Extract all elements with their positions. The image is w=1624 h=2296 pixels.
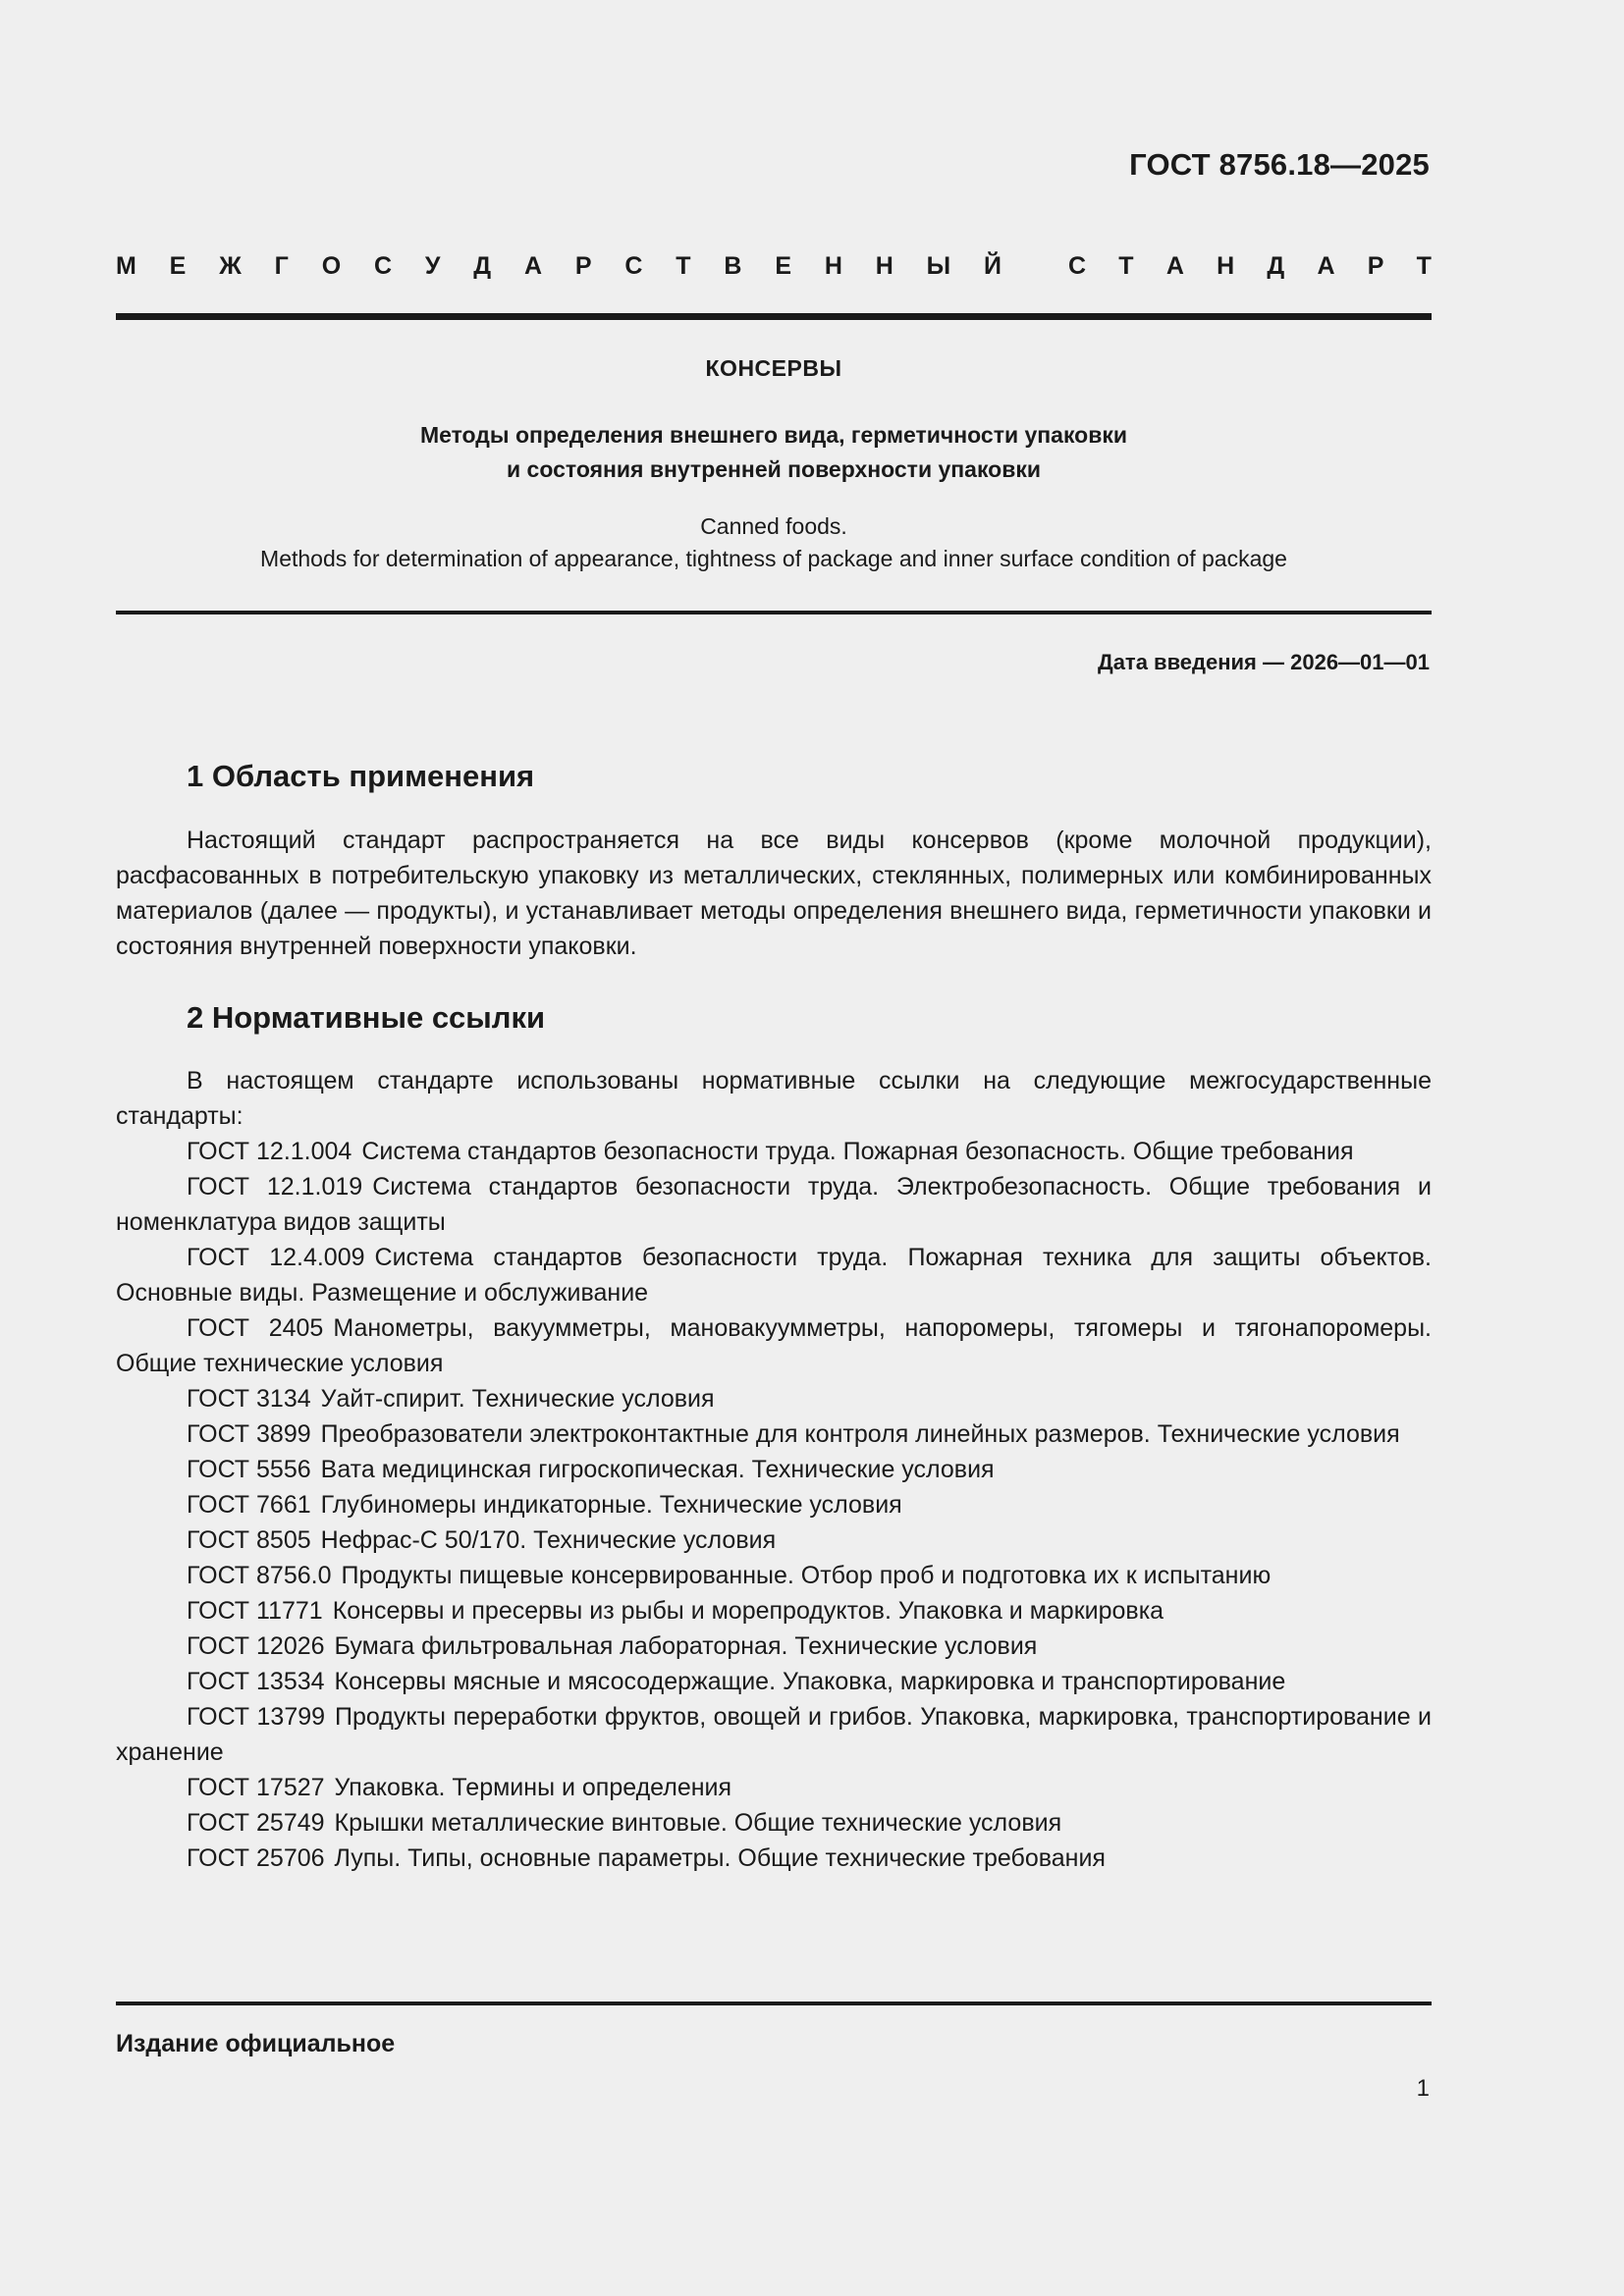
subtitle-line: Методы определения внешнего вида, герметичности упаковки — [419, 422, 1128, 448]
reference-title: Нефрас-С 50/170. Технические условия — [320, 1526, 777, 1554]
document-number: ГОСТ 8756.18—2025 — [1129, 147, 1430, 182]
reference-title: Лупы. Типы, основные параметры. Общие технические требования — [334, 1844, 1106, 1872]
reference-title: Упаковка. Термины и определения — [334, 1774, 732, 1801]
document-title: КОНСЕРВЫ — [705, 355, 842, 381]
reference-item — [116, 1310, 1432, 1381]
reference-item — [116, 1381, 1432, 1416]
english-title — [116, 510, 1432, 575]
reference-item — [116, 1416, 1432, 1452]
reference-item — [116, 1770, 1432, 1805]
reference-title: Система стандартов безопасности труда. Пожарная техника для защиты объектов. Основные виды. Размещение и обслуживание — [116, 1244, 1432, 1307]
reference-code: ГОСТ 13534 — [187, 1668, 325, 1695]
reference-title: Система стандартов безопасности труда. Электробезопасность. Общие требования и номенклатура видов защиты — [116, 1173, 1432, 1236]
standard-type-word-2: С Т А Н Д А Р Т — [1068, 252, 1432, 280]
reference-title: Система стандартов безопасности труда. Пожарная безопасность. Общие требования — [361, 1138, 1354, 1165]
reference-item — [116, 1558, 1432, 1593]
reference-item — [116, 1629, 1432, 1664]
standard-type-label — [116, 252, 1432, 281]
reference-code: ГОСТ 8505 — [187, 1526, 311, 1554]
section-heading-references: 2 Нормативные ссылки — [187, 1000, 546, 1035]
reference-item — [116, 1841, 1432, 1876]
standard-type-word-1: М Е Ж Г О С У Д А Р С Т В Е Н Н Ы Й — [116, 252, 1001, 280]
title-rule — [116, 611, 1432, 614]
document-subtitle — [116, 418, 1432, 487]
reference-code: ГОСТ 13799 — [187, 1703, 326, 1731]
paragraph: Настоящий стандарт распространяется на все виды консервов (кроме молочной продукции), расфасованных в потребительскую упаковку из металлических, стеклянных, полимерных или комбинированных материалов (далее — продукты), и устанавливает методы определения внешнего вида, герметичности упаковки и состояния внутренней поверхности упаковки. — [116, 827, 1432, 960]
reference-item — [116, 1240, 1432, 1310]
reference-code: ГОСТ 7661 — [187, 1491, 311, 1519]
reference-title: Крышки металлические винтовые. Общие технические условия — [334, 1809, 1062, 1837]
references-list — [116, 1063, 1432, 1876]
reference-title: Манометры, вакуумметры, мановакуумметры, напоромеры, тягомеры и тягонапоромеры. Общие технические условия — [116, 1314, 1432, 1377]
edition-label: Издание официальное — [116, 2030, 396, 2057]
english-title-line: Methods for determination of appearance, tightness of package and inner surface condition of package — [260, 546, 1287, 571]
references-intro: В настоящем стандарте использованы нормативные ссылки на следующие межгосударственные стандарты: — [116, 1067, 1432, 1130]
reference-title: Глубиномеры индикаторные. Технические условия — [320, 1491, 902, 1519]
header-rule — [116, 313, 1432, 320]
reference-title: Продукты пищевые консервированные. Отбор проб и подготовка их к испытанию — [341, 1562, 1272, 1589]
reference-code: ГОСТ 17527 — [187, 1774, 325, 1801]
reference-title: Преобразователи электроконтактные для контроля линейных размеров. Технические условия — [320, 1420, 1400, 1448]
reference-code: ГОСТ 2405 — [187, 1314, 324, 1342]
reference-code: ГОСТ 11771 — [187, 1597, 323, 1625]
reference-code: ГОСТ 8756.0 — [187, 1562, 332, 1589]
reference-item — [116, 1169, 1432, 1240]
reference-code: ГОСТ 12.1.004 — [187, 1138, 352, 1165]
reference-item — [116, 1805, 1432, 1841]
introduction-date: Дата введения — 2026—01—01 — [1098, 650, 1430, 674]
reference-title: Бумага фильтровальная лабораторная. Технические условия — [334, 1632, 1038, 1660]
reference-code: ГОСТ 5556 — [187, 1456, 311, 1483]
reference-code: ГОСТ 12.4.009 — [187, 1244, 365, 1271]
reference-item — [116, 1134, 1432, 1169]
page-number: 1 — [1416, 2075, 1430, 2102]
footer-rule — [116, 2002, 1432, 2005]
scope-paragraph — [116, 823, 1432, 964]
reference-title: Консервы мясные и мясосодержащие. Упаковка, маркировка и транспортирование — [334, 1668, 1286, 1695]
reference-code: ГОСТ 3134 — [187, 1385, 311, 1413]
subtitle-line: и состояния внутренней поверхности упаковки — [507, 456, 1041, 482]
reference-item — [116, 1699, 1432, 1770]
reference-title: Консервы и пресервы из рыбы и морепродуктов. Упаковка и маркировка — [332, 1597, 1164, 1625]
reference-code: ГОСТ 12.1.019 — [187, 1173, 363, 1201]
reference-title: Вата медицинская гигроскопическая. Технические условия — [320, 1456, 995, 1483]
reference-item — [116, 1522, 1432, 1558]
reference-item — [116, 1487, 1432, 1522]
reference-title: Продукты переработки фруктов, овощей и грибов. Упаковка, маркировка, транспортирование и хранение — [116, 1703, 1433, 1766]
reference-code: ГОСТ 25706 — [187, 1844, 325, 1872]
reference-item — [116, 1452, 1432, 1487]
section-heading-scope: 1 Область применения — [187, 759, 535, 793]
reference-item — [116, 1664, 1432, 1699]
reference-code: ГОСТ 25749 — [187, 1809, 325, 1837]
reference-code: ГОСТ 3899 — [187, 1420, 311, 1448]
reference-item — [116, 1593, 1432, 1629]
reference-code: ГОСТ 12026 — [187, 1632, 325, 1660]
english-title-line: Canned foods. — [700, 513, 847, 539]
reference-title: Уайт-спирит. Технические условия — [320, 1385, 715, 1413]
